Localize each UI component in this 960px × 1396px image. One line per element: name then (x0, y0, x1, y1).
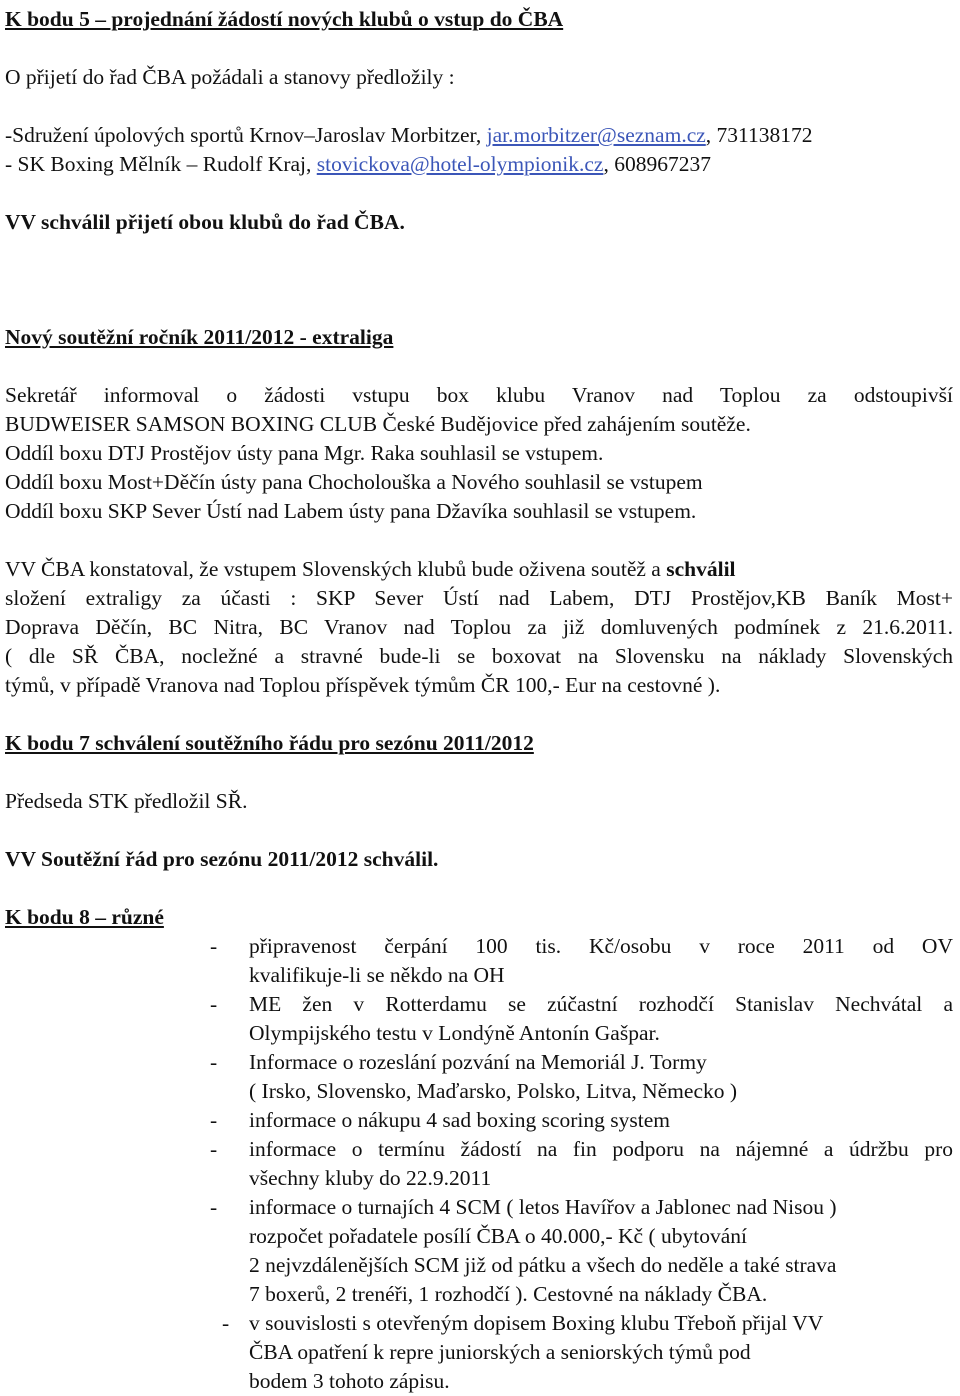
list-item-line: informace o nákupu 4 sad boxing scoring system (249, 1108, 670, 1132)
list-item-line: ( Irsko, Slovensko, Maďarsko, Polsko, Litva, Německo ) (249, 1079, 738, 1103)
list-item-line: v souvislosti s otevřeným dopisem Boxing klubu Třeboň přijal VV (249, 1311, 824, 1335)
text-span: VV ČBA konstatoval, že vstupem Slovenských klubů bude oživena soutěž a (5, 557, 667, 581)
season-text-line: Oddíl boxu Most+Děčín ústy pana Chocholouška a Nového souhlasil se vstupem (5, 470, 703, 494)
phone-number: , 731138172 (705, 123, 813, 147)
list-item-line: ČBA opatření k repre juniorských a seniorských týmů pod (249, 1340, 751, 1364)
list-dash: - (210, 1050, 218, 1074)
email-link[interactable]: stovickova@hotel-olympionik.cz (316, 152, 604, 176)
list-item-line: 7 boxerů, 2 trenéři, 1 rozhodčí ). Cestovné na náklady ČBA. (249, 1282, 768, 1306)
list-item-line: informace o turnajích 4 SCM ( letos Havířov a Jablonec nad Nisou ) (249, 1195, 837, 1219)
section-heading: K bodu 8 – různé (5, 905, 164, 929)
season-text-line: Oddíl boxu DTJ Prostějov ústy pana Mgr. Raka souhlasil se vstupem. (5, 441, 604, 465)
section-heading: K bodu 7 schválení soutěžního řádu pro sezónu 2011/2012 (5, 731, 534, 755)
list-item (5, 990, 953, 1048)
list-dash: - (210, 1195, 218, 1219)
season-resolution-line: složení extraligy za účasti : SKP Sever Ústí nad Labem, DTJ Prostějov,KB Baník Most+ (5, 586, 953, 610)
section7-text: Předseda STK předložil SŘ. (5, 789, 248, 813)
list-item-line: bodem 3 tohoto zápisu. (249, 1369, 450, 1393)
season-text-line: Sekretář informoval o žádosti vstupu box klubu Vranov nad Toplou za odstoupivší (5, 383, 953, 407)
list-item (5, 932, 953, 990)
list-item-line: informace o termínu žádostí na fin podporu na nájemné a údržbu pro (249, 1137, 953, 1161)
list-item-line: Olympijského testu v Londýně Antonín Gašpar. (249, 1021, 660, 1045)
club-name: - SK Boxing Mělník – Rudolf Kraj, (5, 152, 317, 176)
section5-resolution: VV schválil přijetí obou klubů do řad ČBA. (5, 210, 405, 234)
list-item (5, 1135, 953, 1193)
list-dash: - (210, 934, 218, 958)
club-line-1 (5, 121, 953, 150)
season-text-line: Oddíl boxu SKP Sever Ústí nad Labem ústy pana Džavíka souhlasil se vstupem. (5, 499, 697, 523)
club-line-2 (5, 150, 953, 179)
list-item (5, 1193, 953, 1309)
season-text-line: BUDWEISER SAMSON BOXING CLUB České Budějovice před zahájením soutěže. (5, 412, 751, 436)
season-resolution-line: týmů, v případě Vranova nad Toplou příspěvek týmům ČR 100,- Eur na cestovné ). (5, 673, 721, 697)
season-resolution-line: Doprava Děčín, BC Nitra, BC Vranov nad Toplou za již domluvených podmínek z 21.6.2011. (5, 615, 953, 639)
section8-list (5, 932, 953, 1396)
list-dash: - (222, 1311, 230, 1335)
list-item-line: všechny kluby do 22.9.2011 (249, 1166, 492, 1190)
list-dash: - (210, 992, 218, 1016)
section5-intro: O přijetí do řad ČBA požádali a stanovy předložily : (5, 65, 455, 89)
list-dash: - (210, 1137, 218, 1161)
list-item-line: rozpočet pořadatele posílí ČBA o 40.000,- Kč ( ubytování (249, 1224, 747, 1248)
section7-heading (5, 729, 953, 758)
list-item (5, 1106, 953, 1135)
email-link[interactable]: jar.morbitzer@seznam.cz (486, 123, 706, 147)
list-item-line: ME žen v Rotterdamu se zúčastní rozhodčí Stanislav Nechvátal a (249, 992, 953, 1016)
list-item (5, 1048, 953, 1106)
section-heading: K bodu 5 – projednání žádostí nových klubů o vstup do ČBA (5, 7, 564, 31)
list-item (5, 1309, 953, 1396)
section-heading: Nový soutěžní ročník 2011/2012 - extraliga (5, 325, 394, 349)
club-name: -Sdružení úpolových sportů Krnov–Jaroslav Morbitzer, (5, 123, 487, 147)
list-dash: - (210, 1108, 218, 1132)
list-item-line: připravenost čerpání 100 tis. Kč/osobu v roce 2011 od OV (249, 934, 953, 958)
list-item-line: Informace o rozeslání pozvání na Memoriál J. Tormy (249, 1050, 707, 1074)
list-item-line: 2 nejvzdálenějších SCM již od pátku a všech do neděle a také strava (249, 1253, 837, 1277)
section8-heading (5, 903, 953, 932)
list-item-line: kvalifikuje-li se někdo na OH (249, 963, 505, 987)
section7-resolution: VV Soutěžní řád pro sezónu 2011/2012 schválil. (5, 847, 439, 871)
section5-heading (5, 5, 953, 34)
season-resolution-line: ( dle SŘ ČBA, nocležné a stravné bude-li se boxovat na Slovensku na náklady Slovenských (5, 644, 953, 668)
phone-number: , 608967237 (603, 152, 711, 176)
season-resolution-line (5, 555, 953, 584)
season-heading (5, 323, 953, 352)
emphasis-text: schválil (666, 557, 736, 581)
